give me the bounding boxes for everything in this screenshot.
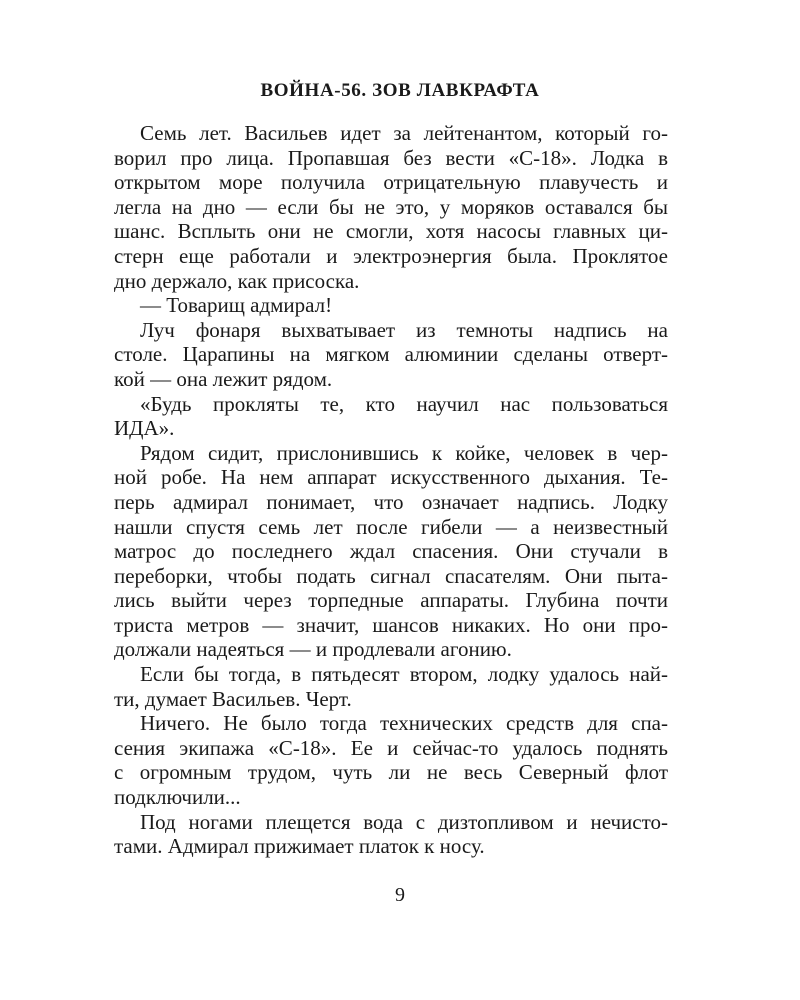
running-title: ВОЙНА-56. ЗОВ ЛАВКРАФТА bbox=[260, 80, 540, 101]
text-line: матрос до последнего ждал спасения. Они стучали в bbox=[114, 539, 668, 564]
page-number: 9 bbox=[395, 884, 405, 906]
text-line: Если бы тогда, в пятьдесят втором, лодку удалось най- bbox=[140, 662, 668, 687]
text-line: Под ногами плещется вода с дизтопливом и нечисто- bbox=[140, 809, 668, 834]
text-line: — Товарищ адмирал! bbox=[140, 293, 333, 318]
text-line: «Будь прокляты те, кто научил нас пользоваться bbox=[140, 391, 668, 416]
text-line: нашли спустя семь лет после гибели — а неизвестный bbox=[114, 514, 668, 539]
text-line: подключили... bbox=[114, 785, 241, 810]
text-line: лись выйти через торпедные аппараты. Глубина почти bbox=[114, 588, 668, 613]
text-line: ИДА». bbox=[114, 416, 175, 441]
text-line: сения экипажа «С-18». Ее и сейчас-то удалось поднять bbox=[114, 735, 668, 760]
text-line: должали надеяться — и продлевали агонию. bbox=[114, 637, 512, 662]
text-line: Луч фонаря выхватывает из темноты надпись на bbox=[140, 317, 668, 342]
text-line: легла на дно — если бы не это, у моряков оставался бы bbox=[114, 194, 668, 219]
body-text bbox=[114, 121, 668, 859]
text-line: тами. Адмирал прижимает платок к носу. bbox=[114, 834, 485, 859]
text-line: стерн еще работали и электроэнергия была. Проклятое bbox=[114, 243, 668, 268]
text-line: Рядом сидит, прислонившись к койке, человек в чер- bbox=[140, 440, 668, 465]
text-line: шанс. Всплыть они не смогли, хотя насосы главных ци- bbox=[114, 219, 668, 244]
text-line: Ничего. Не было тогда технических средств для спа- bbox=[140, 711, 668, 736]
text-line: столе. Царапины на мягком алюминии сделаны отверт- bbox=[114, 342, 668, 367]
text-line: кой — она лежит рядом. bbox=[114, 366, 333, 391]
text-line: ной робе. На нем аппарат искусственного дыхания. Те- bbox=[114, 465, 668, 490]
text-line: переборки, чтобы подать сигнал спасателям. Они пыта- bbox=[114, 563, 668, 588]
text-line: Семь лет. Васильев идет за лейтенантом, который го- bbox=[140, 121, 668, 145]
text-line: открытом море получила отрицательную плавучесть и bbox=[114, 170, 668, 195]
text-line: с огромным трудом, чуть ли не весь Северный флот bbox=[114, 760, 668, 785]
text-line: триста метров — значит, шансов никаких. Но они про- bbox=[114, 612, 668, 637]
text-line: дно держало, как присоска. bbox=[114, 268, 360, 293]
text-line: ти, думает Васильев. Черт. bbox=[114, 686, 352, 711]
text-line: ворил про лица. Пропавшая без вести «С-18». Лодка в bbox=[114, 145, 668, 170]
text-line: перь адмирал понимает, что означает надпись. Лодку bbox=[114, 489, 668, 514]
